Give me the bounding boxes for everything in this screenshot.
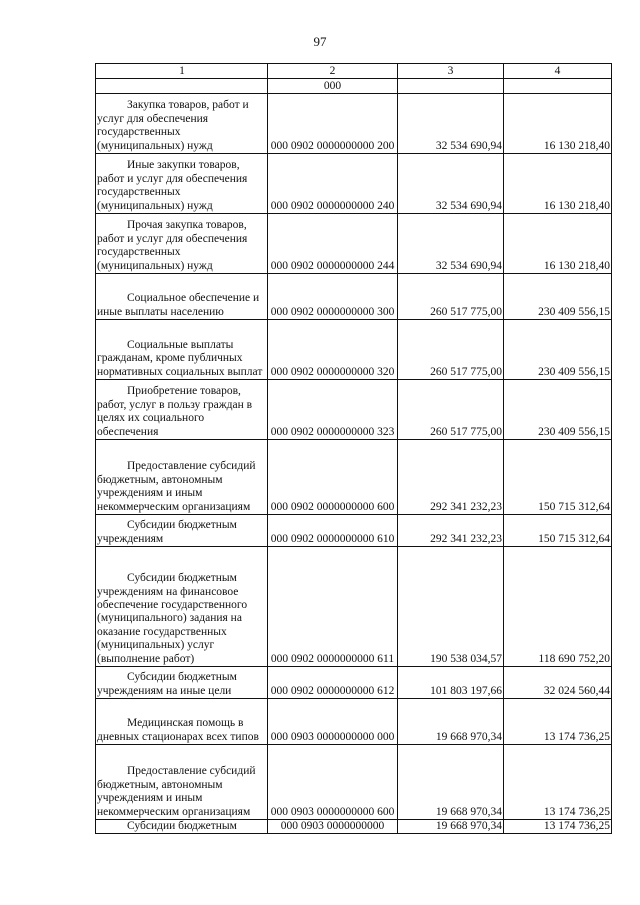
table-row: [96, 515, 612, 547]
row-code: 000 0902 0000000000 612: [268, 667, 398, 699]
row-value-col3: 32 534 690,94: [398, 214, 504, 274]
row-name: Приобретение товаров, работ, услуг в пользу граждан в целях их социального обеспечения: [96, 380, 268, 440]
row-value-col3: 190 538 034,57: [398, 547, 504, 667]
row-value-col3: 19 668 970,34: [398, 820, 504, 834]
row-name: Прочая закупка товаров, работ и услуг для обеспечения государственных (муниципальных) нужд: [96, 214, 268, 274]
row-name: Предоставление субсидий бюджетным, автономным учреждениям и иным некоммерческим организациям: [96, 745, 268, 820]
row-value-col4: 16 130 218,40: [504, 214, 612, 274]
row-value-col3: 292 341 232,23: [398, 515, 504, 547]
row-value-col3: 260 517 775,00: [398, 274, 504, 320]
carry-over-name: [96, 79, 268, 94]
carry-over-col4: [504, 79, 612, 94]
row-name: Предоставление субсидий бюджетным, автономным учреждениям и иным некоммерческим организациям: [96, 440, 268, 515]
table-row: [96, 440, 612, 515]
row-code: 000 0902 0000000000 244: [268, 214, 398, 274]
row-value-col4: 13 174 736,25: [504, 699, 612, 745]
row-name: Субсидии бюджетным учреждениям: [96, 515, 268, 547]
row-code: 000 0902 0000000000 323: [268, 380, 398, 440]
row-code: 000 0902 0000000000 300: [268, 274, 398, 320]
header-cell-1: 1: [96, 64, 268, 79]
row-name: Закупка товаров, работ и услуг для обеспечения государственных (муниципальных) нужд: [96, 94, 268, 154]
row-name: Субсидии бюджетным: [96, 820, 268, 834]
table-row: [96, 274, 612, 320]
row-value-col4: 118 690 752,20: [504, 547, 612, 667]
table-row: [96, 820, 612, 834]
table-row: [96, 380, 612, 440]
budget-table-body: [96, 64, 612, 834]
row-value-col4: 16 130 218,40: [504, 154, 612, 214]
table-row: [96, 214, 612, 274]
carry-over-code: 000: [268, 79, 398, 94]
header-cell-3: 3: [398, 64, 504, 79]
row-value-col3: 19 668 970,34: [398, 699, 504, 745]
table-row: [96, 667, 612, 699]
row-code: 000 0902 0000000000 610: [268, 515, 398, 547]
row-name: Субсидии бюджетным учреждениям на финансовое обеспечение государственного (муниципального) задания на оказание государственных (муниципальных) услуг (выполнение работ): [96, 547, 268, 667]
row-name: Субсидии бюджетным учреждениям на иные цели: [96, 667, 268, 699]
row-name: Медицинская помощь в дневных стационарах всех типов: [96, 699, 268, 745]
row-value-col3: 292 341 232,23: [398, 440, 504, 515]
row-code: 000 0903 0000000000: [268, 820, 398, 834]
row-value-col3: 260 517 775,00: [398, 320, 504, 380]
table-row: [96, 699, 612, 745]
row-value-col4: 32 024 560,44: [504, 667, 612, 699]
row-code: 000 0902 0000000000 240: [268, 154, 398, 214]
row-value-col4: 16 130 218,40: [504, 94, 612, 154]
table-row: [96, 745, 612, 820]
row-value-col4: 230 409 556,15: [504, 380, 612, 440]
row-name: Социальные выплаты гражданам, кроме публичных нормативных социальных выплат: [96, 320, 268, 380]
row-code: 000 0903 0000000000 600: [268, 745, 398, 820]
header-cell-2: 2: [268, 64, 398, 79]
carry-over-col3: [398, 79, 504, 94]
row-value-col3: 260 517 775,00: [398, 380, 504, 440]
row-value-col4: 230 409 556,15: [504, 320, 612, 380]
row-value-col3: 32 534 690,94: [398, 154, 504, 214]
table-row: [96, 320, 612, 380]
header-row: [96, 64, 612, 79]
row-value-col4: 230 409 556,15: [504, 274, 612, 320]
carry-over-row: [96, 79, 612, 94]
table-row: [96, 94, 612, 154]
row-code: 000 0902 0000000000 320: [268, 320, 398, 380]
row-value-col3: 101 803 197,66: [398, 667, 504, 699]
row-code: 000 0903 0000000000 000: [268, 699, 398, 745]
budget-table: [95, 63, 612, 834]
row-value-col4: 150 715 312,64: [504, 440, 612, 515]
row-code: 000 0902 0000000000 200: [268, 94, 398, 154]
row-code: 000 0902 0000000000 611: [268, 547, 398, 667]
row-value-col4: 13 174 736,25: [504, 745, 612, 820]
header-cell-4: 4: [504, 64, 612, 79]
page-number: 97: [313, 34, 327, 49]
row-code: 000 0902 0000000000 600: [268, 440, 398, 515]
table-row: [96, 547, 612, 667]
table-row: [96, 154, 612, 214]
row-value-col4: 150 715 312,64: [504, 515, 612, 547]
row-value-col3: 32 534 690,94: [398, 94, 504, 154]
row-value-col3: 19 668 970,34: [398, 745, 504, 820]
row-value-col4: 13 174 736,25: [504, 820, 612, 834]
row-name: Социальное обеспечение и иные выплаты населению: [96, 274, 268, 320]
row-name: Иные закупки товаров, работ и услуг для обеспечения государственных (муниципальных) нужд: [96, 154, 268, 214]
